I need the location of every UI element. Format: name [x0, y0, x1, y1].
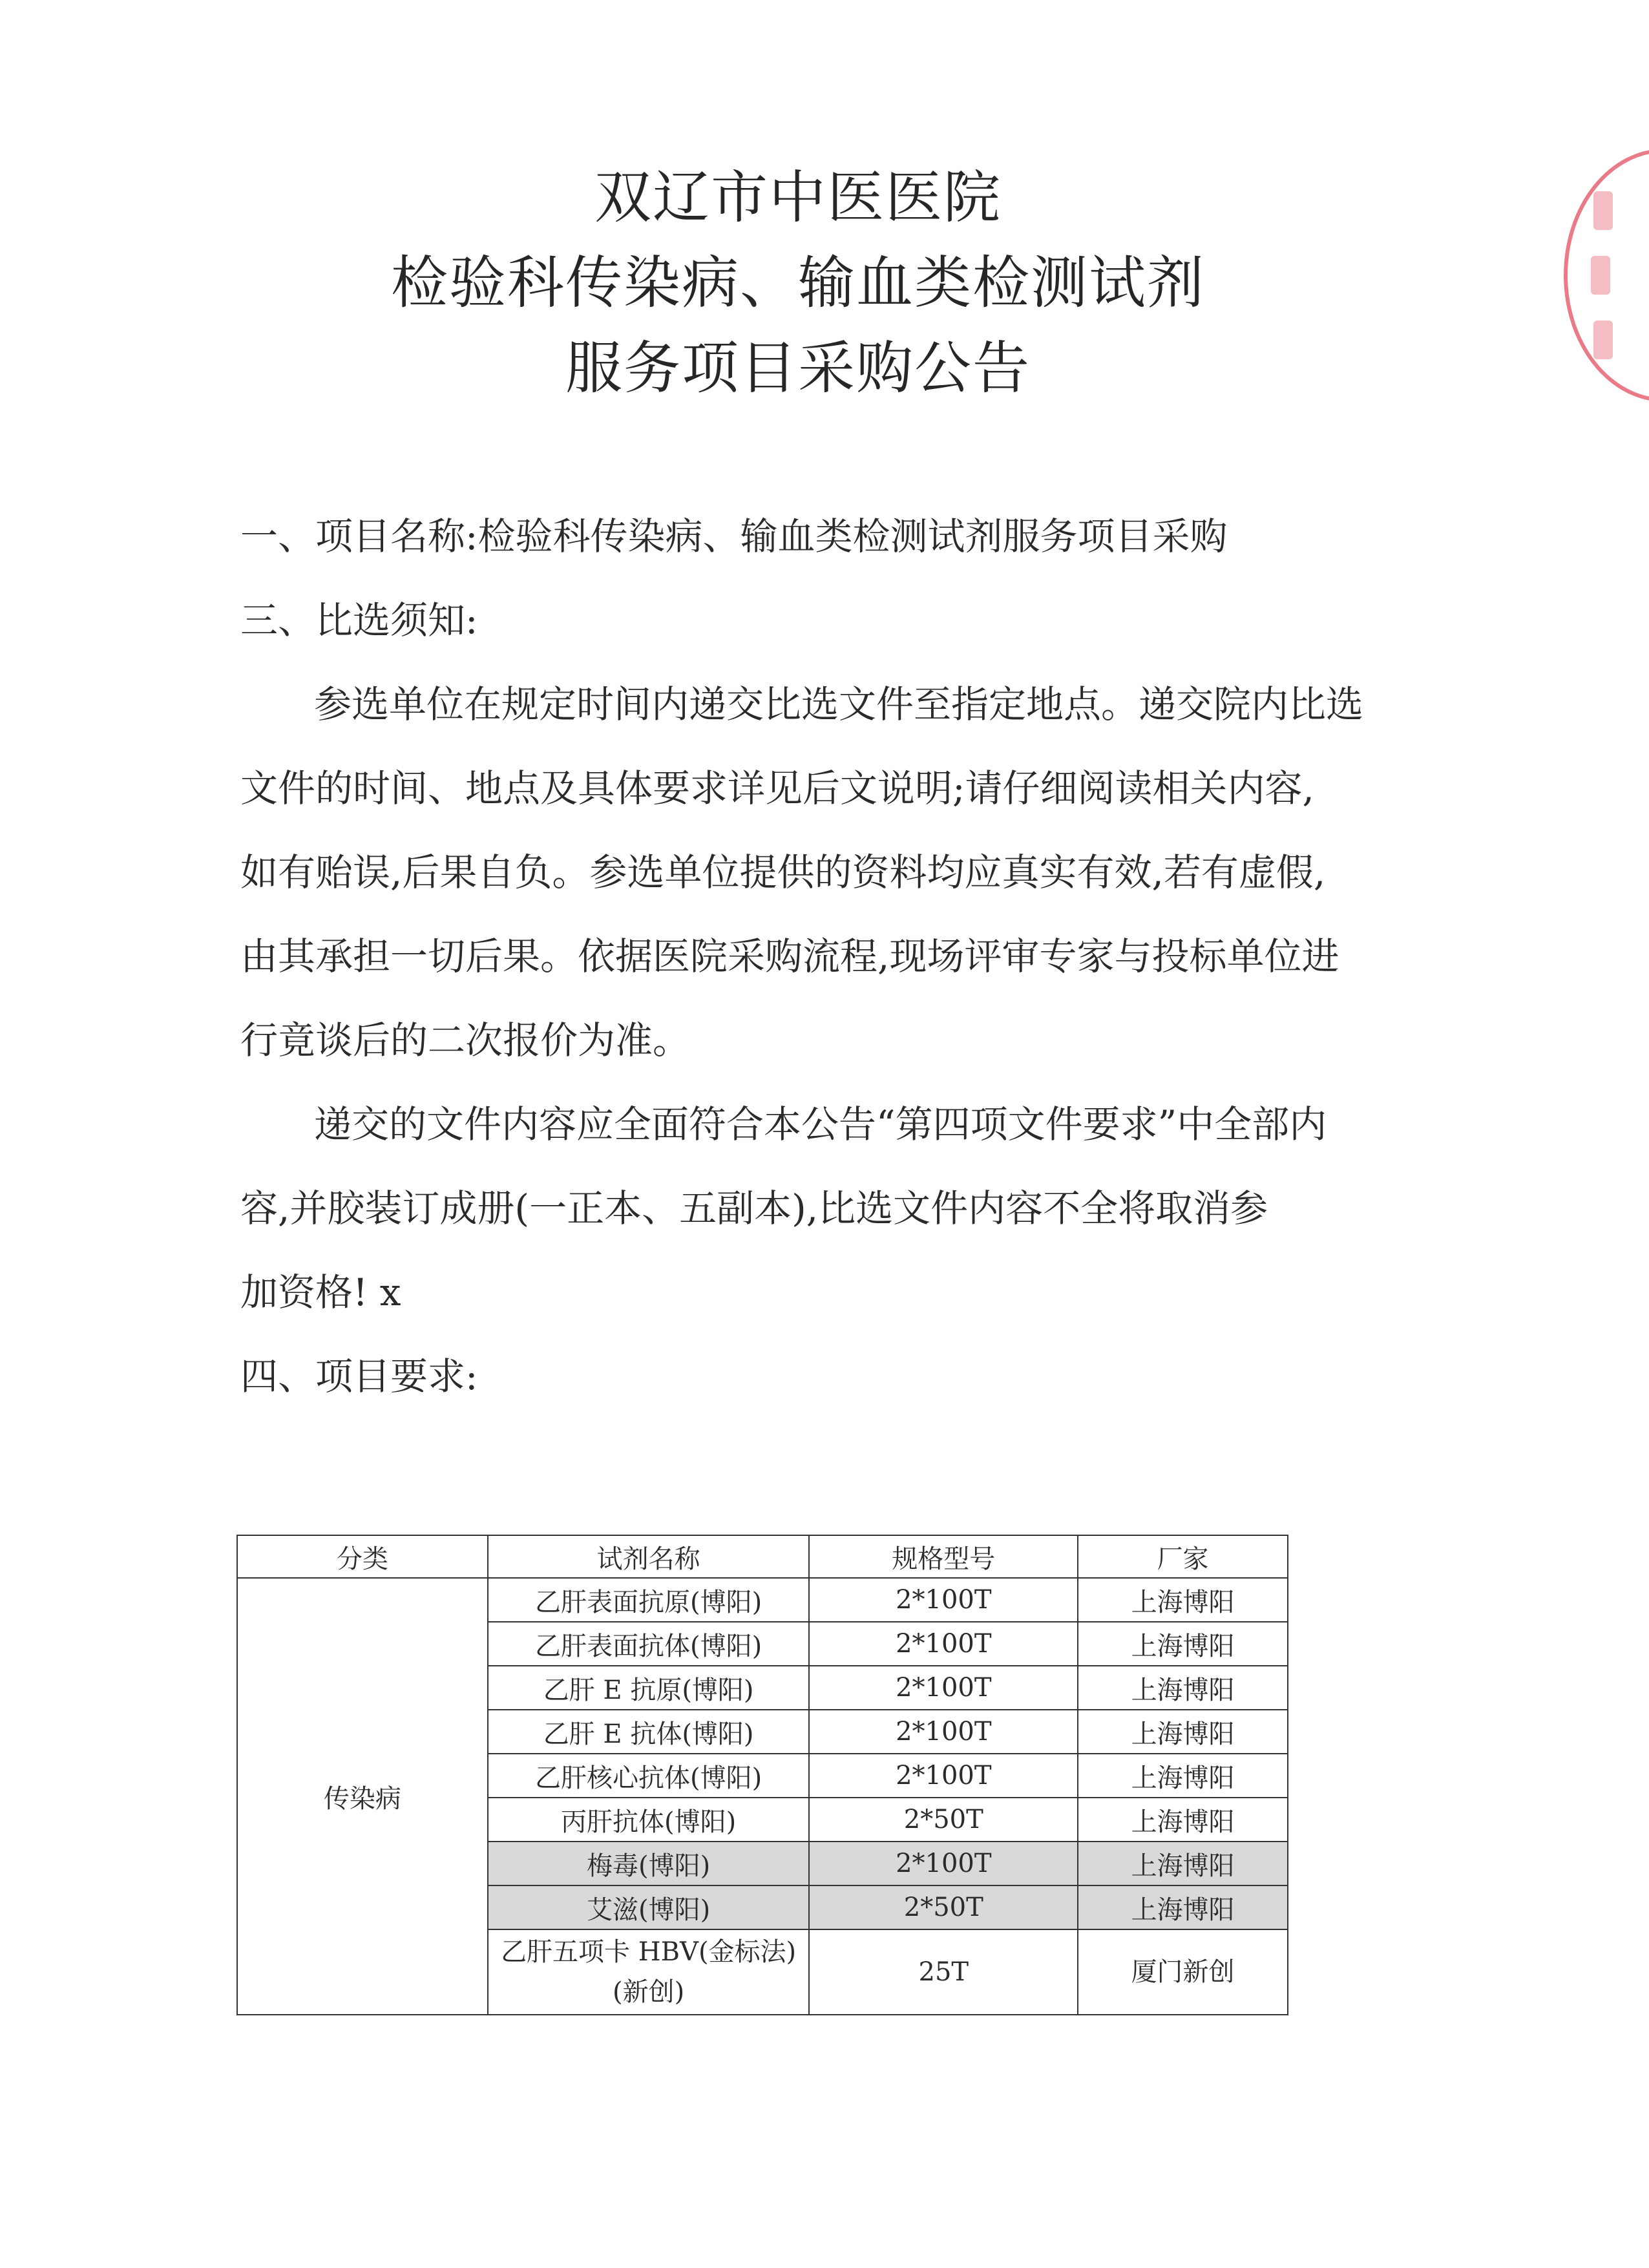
- paragraph-line: 文件的时间、地点及具体要求详见后文说明;请仔细阅读相关内容,: [240, 766, 1314, 810]
- paragraph-line: 加资格! x: [240, 1270, 401, 1314]
- reagent-name-cell: 乙肝 E 抗体(博阳): [488, 1710, 810, 1754]
- manufacturer-cell: 上海博阳: [1078, 1710, 1288, 1754]
- title-hospital: 双辽市中医医院: [594, 164, 1002, 231]
- manufacturer-cell: 上海博阳: [1078, 1885, 1288, 1929]
- manufacturer-cell: 厦门新创: [1078, 1929, 1288, 2015]
- spec-cell: 2*100T: [809, 1622, 1078, 1666]
- reagent-name-cell: 乙肝 E 抗原(博阳): [488, 1666, 810, 1710]
- reagent-name-cell: 艾滋(博阳): [488, 1885, 810, 1929]
- reagent-name-cell: 乙肝核心抗体(博阳): [488, 1754, 810, 1798]
- manufacturer-cell: 上海博阳: [1078, 1842, 1288, 1885]
- manufacturer-cell: 上海博阳: [1078, 1622, 1288, 1666]
- reagent-table: [236, 1535, 1288, 2015]
- section-heading-notes: 三、比选须知:: [240, 598, 478, 642]
- manufacturer-cell: 上海博阳: [1078, 1666, 1288, 1710]
- spec-cell: 2*50T: [809, 1885, 1078, 1929]
- document-title: [0, 155, 1596, 411]
- document-body: [240, 504, 1365, 1428]
- table-row: [237, 1578, 1288, 1622]
- header-category: 分类: [237, 1535, 488, 1578]
- title-notice: 服务项目采购公告: [565, 335, 1031, 401]
- reagent-name-cell: 乙肝五项卡 HBV(金标法)(新创): [488, 1929, 810, 2015]
- manufacturer-cell: 上海博阳: [1078, 1754, 1288, 1798]
- reagent-name-cell: 乙肝表面抗原(博阳): [488, 1578, 810, 1622]
- paragraph-line: 参选单位在规定时间内递交比选文件至指定地点。递交院内比选: [314, 682, 1364, 726]
- spec-cell: 2*100T: [809, 1710, 1078, 1754]
- spec-cell: 2*50T: [809, 1798, 1078, 1842]
- header-manufacturer: 厂家: [1078, 1535, 1288, 1578]
- paragraph-line: 容,并胶装订成册(一正本、五副本),比选文件内容不全将取消参: [240, 1186, 1268, 1230]
- spec-cell: 2*100T: [809, 1842, 1078, 1885]
- paragraph-line: 行竟谈后的二次报价为准。: [240, 1018, 691, 1062]
- reagent-name-cell: 乙肝表面抗体(博阳): [488, 1622, 810, 1666]
- title-subject: 检验科传染病、输血类检测试剂: [390, 249, 1205, 316]
- spec-cell: 2*100T: [809, 1666, 1078, 1710]
- table-header-row: [237, 1535, 1288, 1578]
- section-heading-requirements: 四、项目要求:: [240, 1354, 478, 1398]
- section-project-name: 一、项目名称:检验科传染病、输血类检测试剂服务项目采购: [240, 514, 1228, 558]
- paragraph-line: 如有贻误,后果自负。参选单位提供的资料均应真实有效,若有虚假,: [240, 850, 1326, 894]
- manufacturer-cell: 上海博阳: [1078, 1578, 1288, 1622]
- seal-glyph: [1593, 191, 1613, 230]
- seal-glyph: [1593, 320, 1613, 359]
- reagent-name-cell: 梅毒(博阳): [488, 1842, 810, 1885]
- category-cell: 传染病: [237, 1578, 488, 2015]
- manufacturer-cell: 上海博阳: [1078, 1798, 1288, 1842]
- paragraph-line: 递交的文件内容应全面符合本公告“第四项文件要求”中全部内: [314, 1102, 1327, 1146]
- paragraph-line: 由其承担一切后果。依据医院采购流程,现场评审专家与投标单位进: [240, 934, 1339, 978]
- spec-cell: 25T: [809, 1929, 1078, 2015]
- spec-cell: 2*100T: [809, 1754, 1078, 1798]
- reagent-name-cell: 丙肝抗体(博阳): [488, 1798, 810, 1842]
- spec-cell: 2*100T: [809, 1578, 1078, 1622]
- header-spec: 规格型号: [809, 1535, 1078, 1578]
- header-reagent-name: 试剂名称: [488, 1535, 810, 1578]
